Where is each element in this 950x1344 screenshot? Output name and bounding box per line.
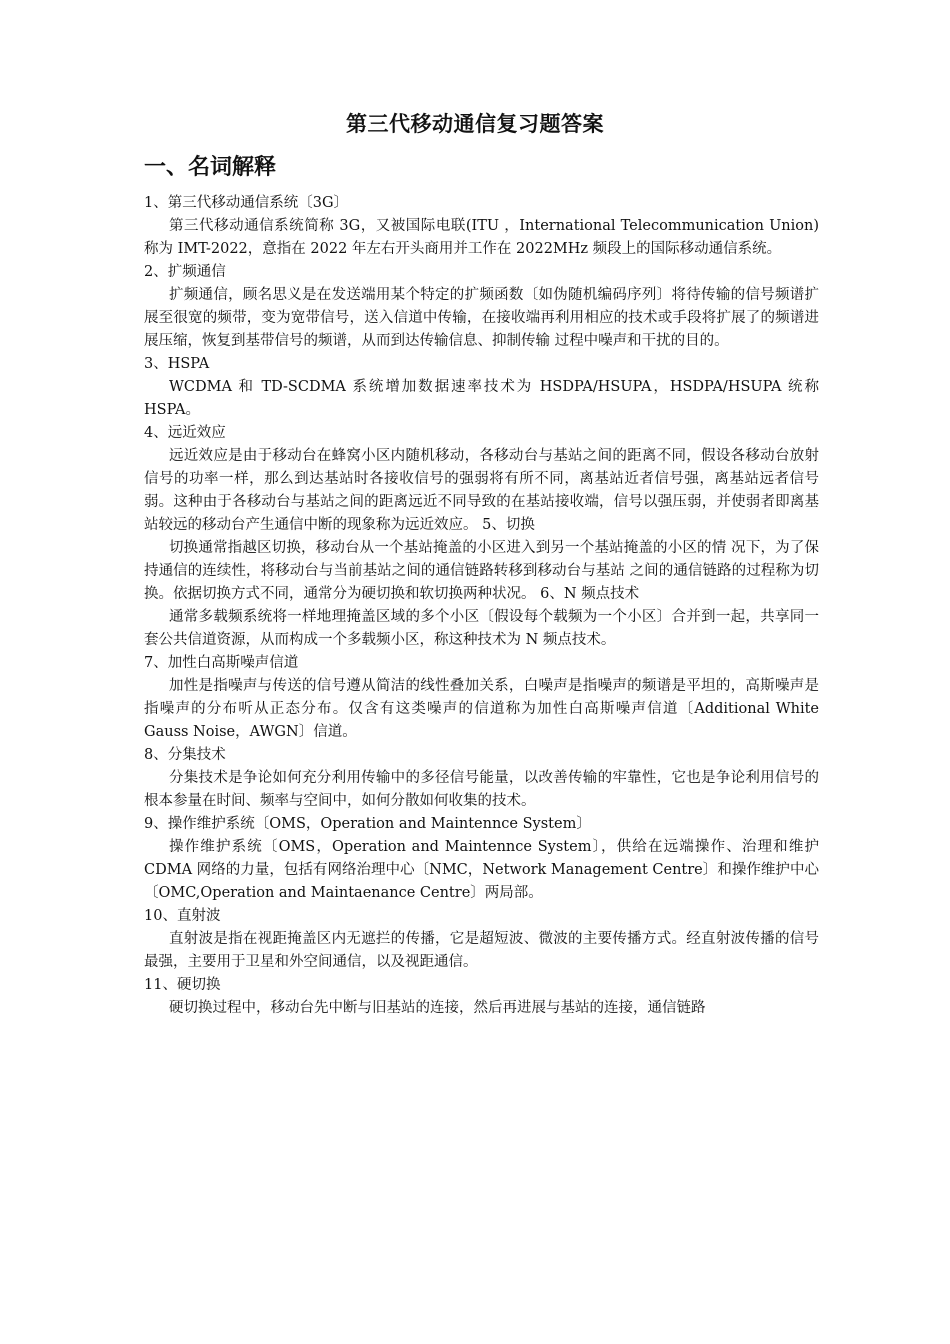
term-definition: 操作维护系统〔OMS，Operation and Maintennce System〕，供给在远端操作、治理和维护 CDMA 网络的力量，包括有网络治理中心〔NMC，Network Management Centre〕和操作维护中心〔OMC,Operation and Maintaenance Centre〕两局部。 <box>144 839 819 901</box>
term-definition: 切换通常指越区切换，移动台从一个基站掩盖的小区进入到另一个基站掩盖的小区的情 况下，为了保持通信的连续性，将移动台与当前基站之间的通信链路转移到移动台与基站 之间的通信链路的过程称为切换。依据切换方式不同，通常分为硬切换和软切换两种状况。 6、N 频点技术 <box>144 540 819 602</box>
section-title: 一、名词解释 <box>144 155 277 180</box>
term-definition: 远近效应是由于移动台在蜂窝小区内随机移动，各移动台与基站之间的距离不同，假设各移动台放射信号的功率一样，那么到达基站时各接收信号的强弱将有所不同，离基站近者信号强，离基站远者信号弱。这种由于各移动台与基站之间的距离远近不同导致的在基站接收端，信号以强压弱，并使弱者即离基站较远的移动台产生通信中断的现象称为远近效应。 5、切换 <box>144 448 819 533</box>
term-heading: 7、加性白高斯噪声信道 <box>144 655 299 671</box>
term-heading: 9、操作维护系统〔OMS，Operation and Maintennce System〕 <box>144 816 591 832</box>
term-definition: 直射波是指在视距掩盖区内无遮拦的传播，它是超短波、微波的主要传播方式。经直射波传播的信号最强，主要用于卫星和外空间通信，以及视距通信。 <box>144 931 819 970</box>
term-definition: 硬切换过程中，移动台先中断与旧基站的连接，然后再进展与基站的连接，通信链路 <box>169 1000 706 1016</box>
term-heading: 4、远近效应 <box>144 425 226 441</box>
term-definition: 第三代移动通信系统简称 3G，又被国际电联(ITU ，International Telecommunication Union)称为 IMT-2022，意指在 2022 年左右开头商用并工作在 2022MHz 频段上的国际移动通信系统。 <box>144 218 819 257</box>
term-heading: 11、硬切换 <box>144 977 221 993</box>
document-title: 第三代移动通信复习题答案 <box>346 112 604 136</box>
document-body <box>144 192 819 1020</box>
term-definition: 分集技术是争论如何充分利用传输中的多径信号能量，以改善传输的牢靠性，它也是争论利用信号的根本参量在时间、频率与空间中，如何分散如何收集的技术。 <box>144 770 819 809</box>
term-heading: 8、分集技术 <box>144 747 226 763</box>
term-definition: 通常多载频系统将一样地理掩盖区域的多个小区〔假设每个载频为一个小区〕合并到一起，共享同一套公共信道资源，从而构成一个多载频小区，称这种技术为 N 频点技术。 <box>144 609 819 648</box>
term-definition: 加性是指噪声与传送的信号遵从简洁的线性叠加关系，白噪声是指噪声的频谱是平坦的，高斯噪声是指噪声的分布听从正态分布。仅含有这类噪声的信道称为加性白高斯噪声信道〔Additional White Gauss Noise，AWGN〕信道。 <box>144 678 819 740</box>
term-heading: 10、直射波 <box>144 908 221 924</box>
term-definition: 扩频通信，顾名思义是在发送端用某个特定的扩频函数〔如伪随机编码序列〕将待传输的信号频谱扩展至很宽的频带，变为宽带信号，送入信道中传输，在接收端再利用相应的技术或手段将扩展了的频谱进展压缩，恢复到基带信号的频谱，从而到达传输信息、抑制传输 过程中噪声和干扰的目的。 <box>144 287 819 349</box>
term-heading: 1、第三代移动通信系统〔3G〕 <box>144 195 349 211</box>
term-heading: 2、扩频通信 <box>144 264 226 280</box>
term-definition: WCDMA 和 TD-SCDMA 系统增加数据速率技术为 HSDPA/HSUPA，HSDPA/HSUPA 统称 HSPA。 <box>144 379 819 418</box>
term-heading: 3、HSPA <box>144 356 210 372</box>
